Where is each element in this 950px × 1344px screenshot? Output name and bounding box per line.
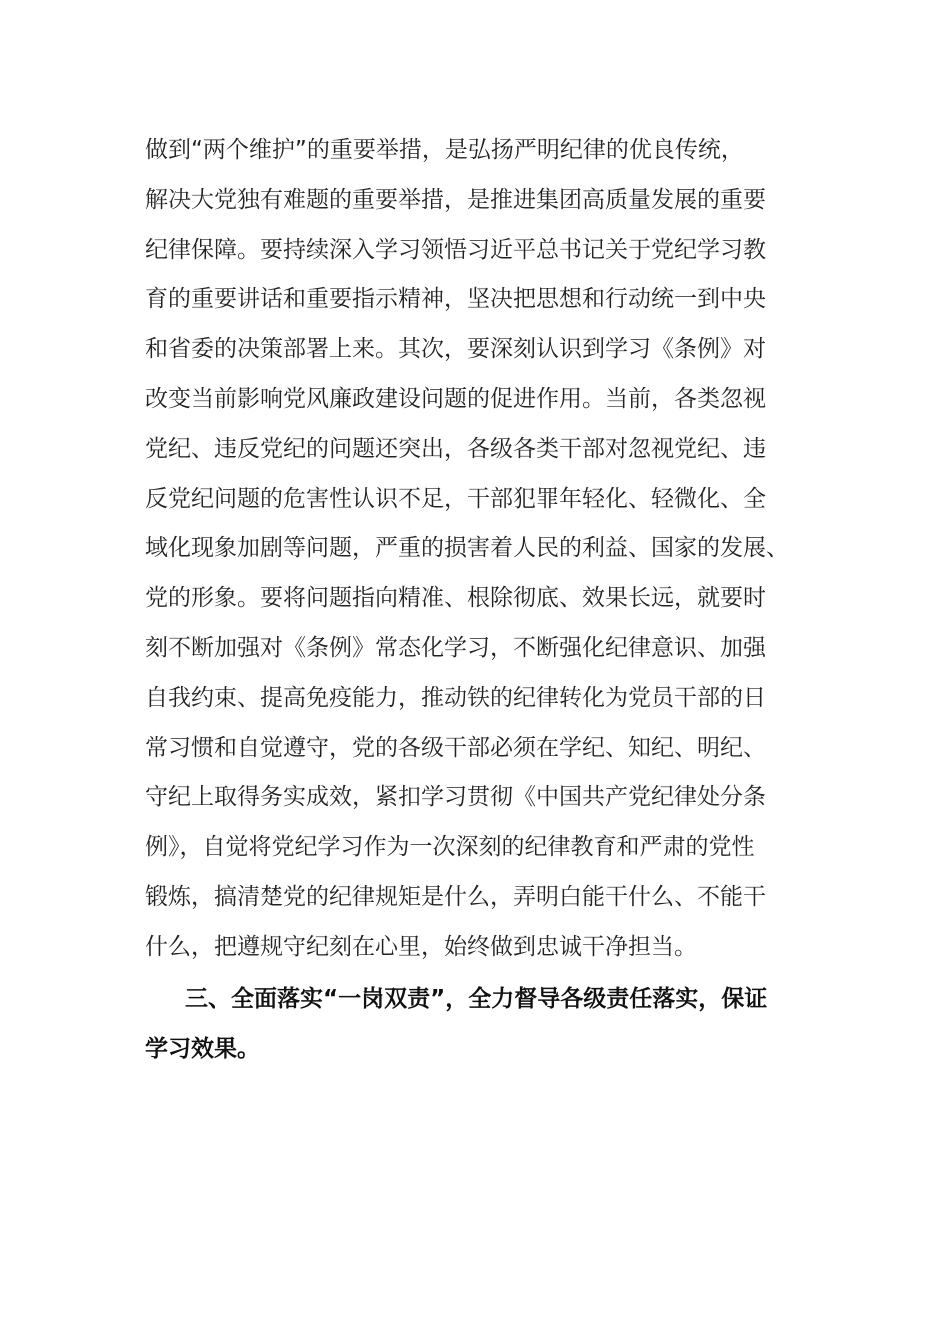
paragraph-line: 守纪上取得务实成效，紧扣学习贯彻《中国共产党纪律处分条 [145, 784, 766, 811]
heading-line: 三、全面落实“一岗双责”，全力督导各级责任落实，保证 [185, 986, 768, 1012]
paragraph-line: 域化现象加剧等问题，严重的损害着人民的利益、国家的发展、 [145, 535, 789, 562]
paragraph-line: 什么，把遵规守纪刻在心里，始终做到忠诚干净担当。 [145, 933, 697, 960]
paragraph-line: 常习惯和自觉遵守，党的各级干部必须在学纪、知纪、明纪、 [145, 734, 766, 761]
paragraph-line: 和省委的决策部署上来。其次，要深刻认识到学习《条例》对 [145, 336, 766, 363]
paragraph-line: 纪律保障。要持续深入学习领悟习近平总书记关于党纪学习教 [145, 236, 766, 263]
paragraph-line: 例》，自觉将党纪学习作为一次深刻的纪律教育和严肃的党性 [145, 834, 755, 861]
paragraph-line: 解决大党独有难题的重要举措，是推进集团高质量发展的重要 [145, 186, 766, 213]
paragraph-line: 改变当前影响党风廉政建设问题的促进作用。当前，各类忽视 [145, 385, 766, 412]
heading-line: 学习效果。 [145, 1035, 260, 1062]
paragraph-line: 自我约束、提高免疫能力，推动铁的纪律转化为党员干部的日 [145, 684, 766, 711]
body-paragraph [145, 126, 825, 973]
section-heading [145, 975, 825, 1075]
paragraph-line: 做到“两个维护”的重要举措，是弘扬严明纪律的优良传统， [145, 137, 744, 163]
paragraph-line: 党纪、违反党纪的问题还突出，各级各类干部对忽视党纪、违 [145, 435, 766, 462]
paragraph-line: 锻炼，搞清楚党的纪律规矩是什么，弄明白能干什么、不能干 [145, 883, 766, 910]
paragraph-line: 刻不断加强对《条例》常态化学习，不断强化纪律意识、加强 [145, 634, 766, 661]
paragraph-line: 党的形象。要将问题指向精准、根除彻底、效果长远，就要时 [145, 585, 766, 612]
paragraph-line: 反党纪问题的危害性认识不足，干部犯罪年轻化、轻微化、全 [145, 485, 766, 512]
paragraph-line: 育的重要讲话和重要指示精神，坚决把思想和行动统一到中央 [145, 286, 766, 313]
